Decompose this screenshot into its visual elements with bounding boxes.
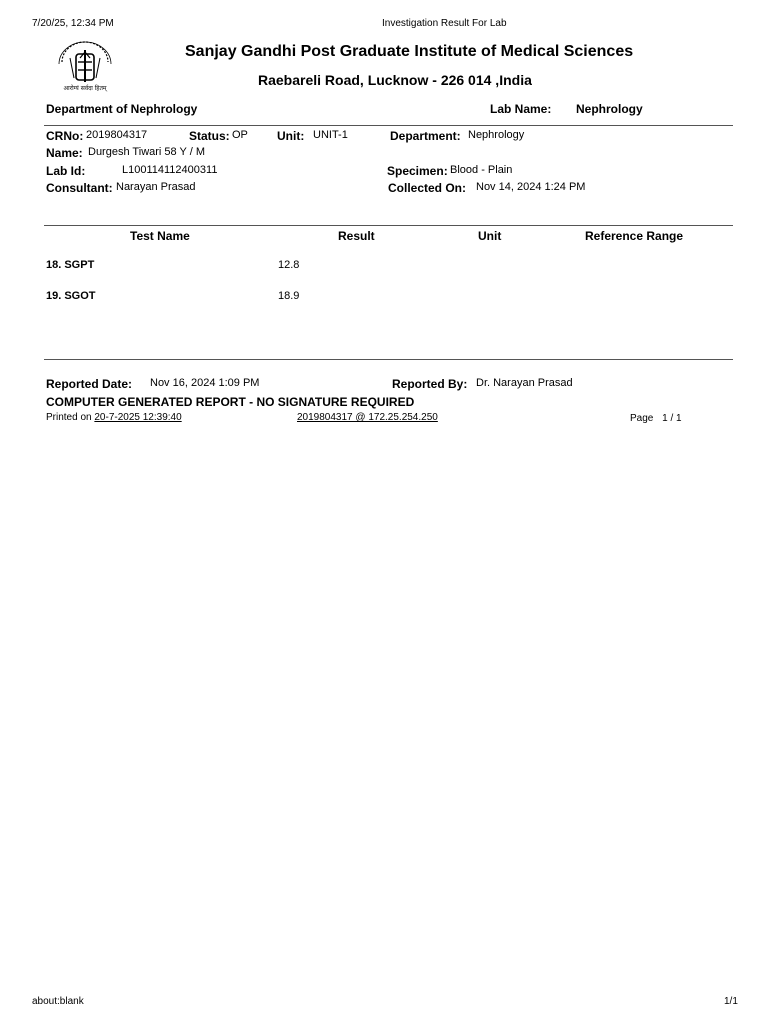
print-footer-page: 1/1 xyxy=(724,996,738,1007)
test-result: 18.9 xyxy=(278,290,300,302)
department-heading: Department of Nephrology xyxy=(46,102,198,116)
status-label: Status: xyxy=(189,129,230,143)
institute-address: Raebareli Road, Lucknow - 226 014 ,India xyxy=(258,72,532,88)
name-label: Name: xyxy=(46,146,83,160)
reported-by-label: Reported By: xyxy=(392,377,468,391)
consultant-value: Narayan Prasad xyxy=(116,181,196,193)
status-value: OP xyxy=(232,129,248,141)
reported-date-label: Reported Date: xyxy=(46,377,133,391)
test-name: 18. SGPT xyxy=(46,259,95,271)
signature-notice: COMPUTER GENERATED REPORT - NO SIGNATURE REQUIRED xyxy=(46,395,415,409)
printed-on-value: 20-7-2025 12:39:40 xyxy=(94,412,182,423)
table-bottom-divider xyxy=(44,359,733,360)
unit-label: Unit: xyxy=(277,129,305,143)
crno-label: CRNo: xyxy=(46,129,84,143)
department-value: Nephrology xyxy=(468,129,525,141)
print-datetime: 7/20/25, 12:34 PM xyxy=(32,18,114,29)
reported-by-value: Dr. Narayan Prasad xyxy=(476,377,573,389)
consultant-label: Consultant: xyxy=(46,181,113,195)
col-header-reference-range: Reference Range xyxy=(585,229,684,243)
logo-motto: आरोग्यं सर्वदा हितम् xyxy=(63,85,107,92)
page-label: Page xyxy=(630,413,654,424)
name-value: Durgesh Tiwari 58 Y / M xyxy=(88,146,205,158)
printed-on-label: Printed on xyxy=(46,412,92,423)
specimen-value: Blood - Plain xyxy=(450,164,513,176)
print-footer-url: about:blank xyxy=(32,996,84,1007)
table-top-divider xyxy=(44,225,733,226)
page-value: 1 / 1 xyxy=(662,413,682,424)
specimen-label: Specimen: xyxy=(387,164,448,178)
printed-on xyxy=(46,412,182,423)
print-page-title: Investigation Result For Lab xyxy=(382,18,507,29)
print-reference: 2019804317 @ 172.25.254.250 xyxy=(297,412,438,423)
collected-on-value: Nov 14, 2024 1:24 PM xyxy=(476,181,586,193)
lab-id-value: L100114112400311 xyxy=(122,164,218,176)
col-header-unit: Unit xyxy=(478,229,502,243)
lab-id-label: Lab Id: xyxy=(46,164,86,178)
institute-name: Sanjay Gandhi Post Graduate Institute of Medical Sciences xyxy=(185,43,634,60)
lab-name-label: Lab Name: xyxy=(490,102,552,116)
test-name: 19. SGOT xyxy=(46,290,96,302)
col-header-test-name: Test Name xyxy=(130,229,190,243)
page-number xyxy=(630,413,682,424)
institute-logo xyxy=(56,40,114,92)
department-label: Department: xyxy=(390,129,461,143)
test-result: 12.8 xyxy=(278,259,300,271)
collected-on-label: Collected On: xyxy=(388,181,467,195)
lab-name-value: Nephrology xyxy=(576,102,643,116)
reported-date-value: Nov 16, 2024 1:09 PM xyxy=(150,377,260,389)
col-header-result: Result xyxy=(338,229,375,243)
unit-value: UNIT-1 xyxy=(313,129,348,141)
header-divider xyxy=(44,125,733,126)
crno-value: 2019804317 xyxy=(86,129,148,141)
